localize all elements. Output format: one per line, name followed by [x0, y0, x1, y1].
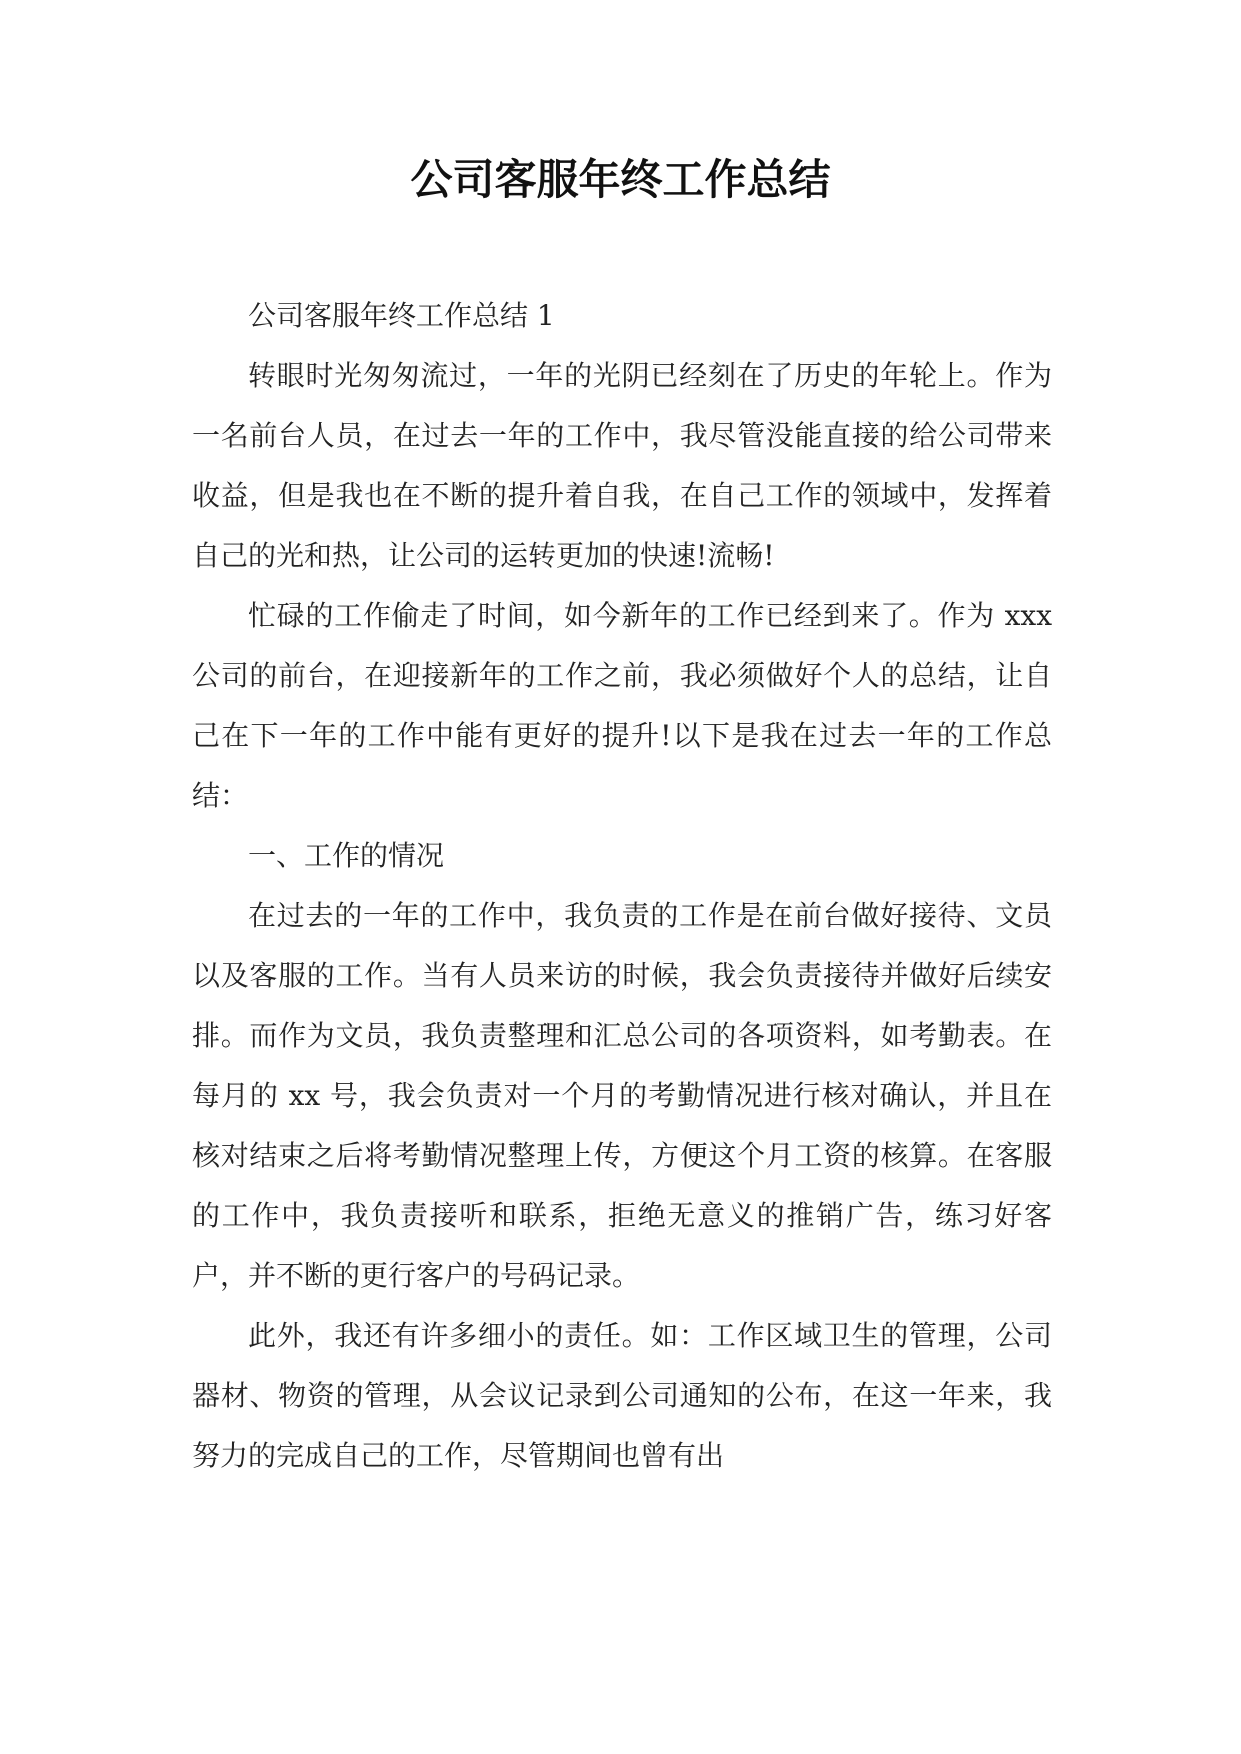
paragraph-subtitle: 公司客服年终工作总结 1 [248, 299, 555, 332]
section-heading: 一、工作的情况 [248, 839, 445, 872]
document-body [192, 286, 1052, 1486]
document-title: 公司客服年终工作总结 [410, 155, 831, 204]
paragraph: 在过去的一年的工作中，我负责的工作是在前台做好接待、文员以及客服的工作。当有人员来访的时候，我会负责接待并做好后续安排。而作为文员，我负责整理和汇总公司的各项资料，如考勤表。在每月的 xx 号，我会负责对一个月的考勤情况进行核对确认，并且在核对结束之后将考勤情况整理上传，方便这个月工资的核算。在客服的工作中，我负责接听和联系，拒绝无意义的推销广告，练习好客户，并不断的更行客户的号码记录。 [192, 899, 1052, 1292]
paragraph: 忙碌的工作偷走了时间，如今新年的工作已经到来了。作为 xxx 公司的前台，在迎接新年的工作之前，我必须做好个人的总结，让自己在下一年的工作中能有更好的提升!以下是我在过去一年的工作总结： [192, 599, 1052, 812]
paragraph: 此外，我还有许多细小的责任。如：工作区域卫生的管理，公司器材、物资的管理，从会议记录到公司通知的公布，在这一年来，我努力的完成自己的工作，尽管期间也曾有出 [192, 1319, 1052, 1472]
paragraph: 转眼时光匆匆流过，一年的光阴已经刻在了历史的年轮上。作为一名前台人员，在过去一年的工作中，我尽管没能直接的给公司带来收益，但是我也在不断的提升着自我，在自己工作的领域中，发挥着自己的光和热，让公司的运转更加的快速!流畅! [192, 359, 1052, 572]
